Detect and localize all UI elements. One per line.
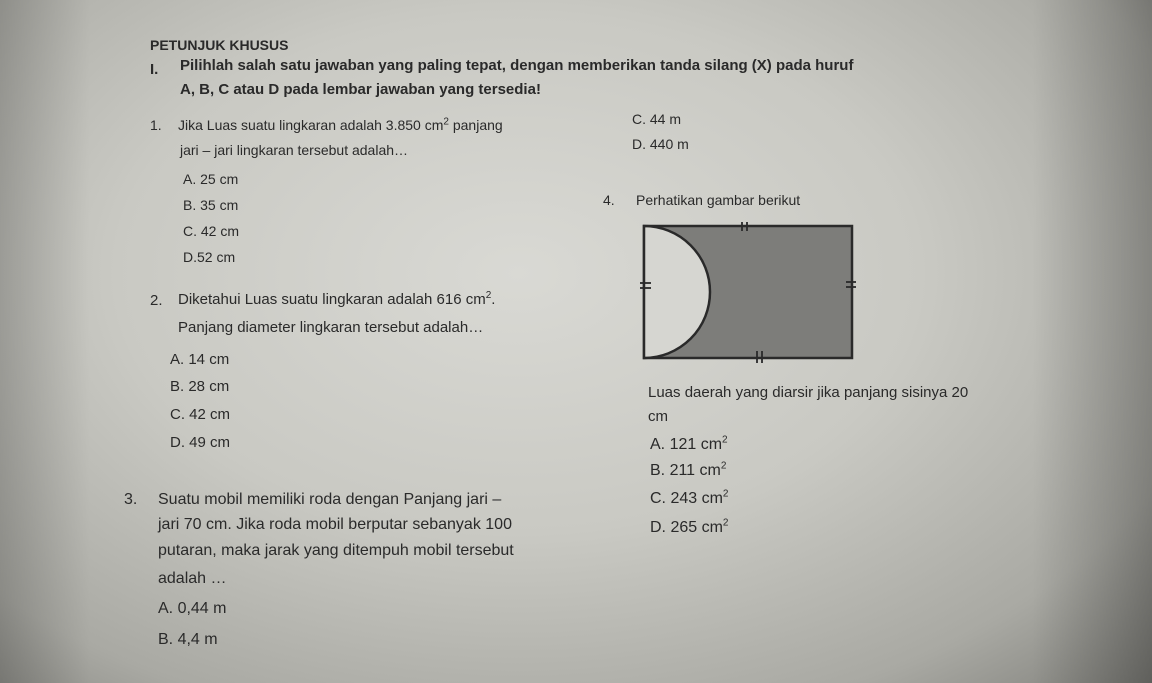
instruction-line-1: Pilihlah salah satu jawaban yang paling tepat, dengan memberikan tanda silang (X) pada huruf [180, 57, 854, 74]
q4-question-line-2: cm [648, 408, 668, 425]
q4-option-b[interactable]: B. 211 $cm^2$ [650, 460, 727, 479]
q1-text-line-1: Jika Luas suatu lingkaran adalah 3.850 $cm^2$ panjang [178, 116, 503, 133]
instruction-line-2: A, B, C atau D pada lembar jawaban yang tersedia! [180, 81, 541, 98]
q3-text-line-4: adalah … [158, 570, 227, 587]
q2-option-a[interactable]: A. 14 cm [170, 351, 230, 368]
q2-option-c[interactable]: C. 42 cm [170, 406, 231, 423]
shaded-region-figure [640, 222, 856, 364]
q2-option-d[interactable]: D. 49 cm [170, 434, 231, 451]
q2-text-line-2: Panjang diameter lingkaran tersebut adalah… [178, 319, 484, 336]
q3-text-line-1: Suatu mobil memiliki roda dengan Panjang jari – [158, 491, 502, 508]
q3-option-a[interactable]: A. 0,44 m [158, 600, 227, 617]
q1-option-d[interactable]: D.52 cm [183, 249, 236, 265]
q4-text: Perhatikan gambar berikut [636, 192, 801, 208]
page-shadow-left [0, 0, 90, 683]
q4-number: 4. [603, 192, 615, 208]
q4-question-line-1: Luas daerah yang diarsir jika panjang sisinya 20 [648, 384, 969, 401]
instruction-number: I. [150, 61, 159, 78]
q3-text-line-3: putaran, maka jarak yang ditempuh mobil tersebut [158, 542, 514, 559]
q2-option-b[interactable]: B. 28 cm [170, 378, 230, 395]
q1-option-c-continued[interactable]: C. 44 m [632, 111, 682, 127]
q3-option-b[interactable]: B. 4,4 m [158, 631, 218, 648]
q4-option-a[interactable]: A. 121 $cm^2$ [650, 434, 728, 453]
q1-number: 1. [150, 117, 162, 133]
q4-option-d[interactable]: D. 265 $cm^2$ [650, 517, 729, 536]
q1-option-b[interactable]: B. 35 cm [183, 197, 239, 213]
q3-number: 3. [124, 491, 138, 508]
q1-option-a[interactable]: A. 25 cm [183, 171, 239, 187]
q1-option-d-continued[interactable]: D. 440 m [632, 136, 689, 152]
q3-text-line-2: jari 70 cm. Jika roda mobil berputar sebanyak 100 [158, 516, 512, 533]
q2-text-line-1: Diketahui Luas suatu lingkaran adalah 616 $cm^2$. [178, 290, 496, 308]
q1-text-line-2: jari – jari lingkaran tersebut adalah… [180, 142, 409, 158]
q2-number: 2. [150, 292, 163, 309]
section-title: PETUNJUK KHUSUS [150, 37, 289, 53]
q1-option-c[interactable]: C. 42 cm [183, 223, 240, 239]
page-shadow-right [1032, 0, 1152, 683]
q4-option-c[interactable]: C. 243 $cm^2$ [650, 488, 729, 507]
